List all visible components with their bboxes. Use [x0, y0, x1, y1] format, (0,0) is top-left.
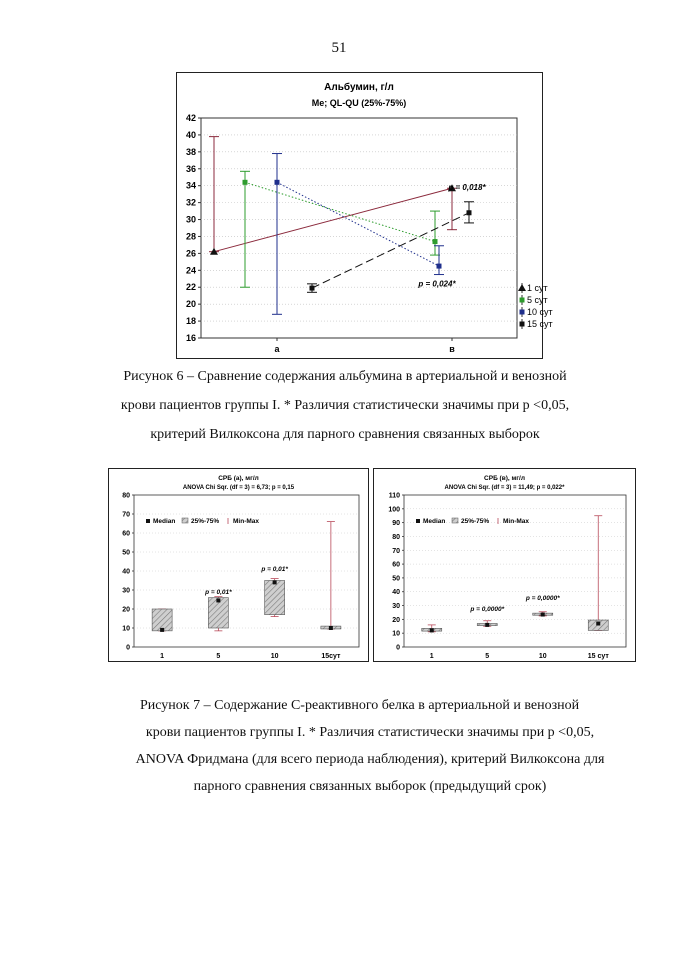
- x-tick-label: 1: [160, 653, 165, 660]
- y-tick-label: 70: [122, 511, 130, 519]
- y-tick-label: 90: [392, 520, 400, 528]
- y-tick-label: 10: [122, 625, 130, 633]
- median-point: [485, 623, 489, 627]
- median-point: [437, 264, 442, 269]
- legend-median-marker: [146, 519, 150, 523]
- figure7-caption-line-1: Рисунок 7 – Содержание С-реактивного белка в артериальной и венозной: [140, 698, 580, 713]
- median-point: [541, 613, 545, 617]
- y-tick-label: 32: [185, 197, 196, 208]
- y-tick-label: 50: [392, 575, 400, 583]
- y-tick-label: 30: [185, 214, 196, 225]
- legend-label: 10 сут: [527, 307, 553, 317]
- legend-label: 5 сут: [527, 295, 548, 305]
- y-tick-label: 20: [392, 616, 400, 624]
- legend-marker: [518, 284, 526, 291]
- chart-subtitle: Me; QL-QU (25%-75%): [311, 98, 407, 108]
- figure6-caption: [95, 362, 595, 449]
- chart-title: СРБ (в), мг/л: [484, 475, 525, 482]
- annotation: p = 0,01*: [261, 566, 288, 573]
- x-tick-label: а: [274, 344, 280, 354]
- annotation-p-018: p = 0,018*: [448, 182, 486, 192]
- legend-box-marker: [182, 518, 188, 523]
- median-point: [433, 239, 438, 244]
- y-tick-label: 40: [185, 129, 196, 140]
- y-tick-label: 30: [122, 587, 130, 595]
- annotation-p-024: p = 0,024*: [418, 279, 456, 289]
- legend-median-marker: [416, 519, 420, 523]
- y-tick-label: 80: [122, 492, 130, 500]
- y-tick-label: 40: [122, 568, 130, 576]
- median-point: [273, 580, 277, 584]
- chart-title: Альбумин, г/л: [324, 82, 394, 93]
- x-tick-label: 1: [429, 653, 434, 660]
- x-tick-label: 15сут: [321, 653, 341, 660]
- crp-arterial-chart-svg: [109, 469, 368, 661]
- y-tick-label: 30: [392, 603, 400, 611]
- y-tick-label: 18: [185, 316, 196, 327]
- y-tick-label: 100: [388, 506, 400, 514]
- y-tick-label: 28: [185, 231, 196, 242]
- y-tick-label: 0: [126, 644, 130, 652]
- legend-box-marker: [452, 518, 458, 523]
- y-tick-label: 42: [185, 113, 196, 123]
- y-tick-label: 80: [392, 533, 400, 541]
- y-tick-label: 20: [185, 299, 196, 310]
- median-point: [430, 628, 434, 632]
- y-tick-label: 50: [122, 549, 130, 557]
- y-tick-label: 38: [185, 146, 196, 157]
- crp-arterial-chart: [108, 468, 369, 662]
- legend-marker: [520, 310, 525, 315]
- median-point: [596, 622, 600, 626]
- y-tick-label: 0: [396, 644, 400, 652]
- y-tick-label: 40: [392, 589, 400, 597]
- legend-median-label: Median: [153, 518, 176, 525]
- x-tick-label: 10: [538, 653, 547, 660]
- figure7-caption-line-3: ANOVA Фридмана (для всего периода наблюдения), критерий Вилкоксона для: [135, 752, 605, 767]
- annotation: p = 0,0000*: [470, 606, 505, 614]
- y-tick-label: 34: [185, 180, 196, 191]
- figure6-caption-line-2: крови пациентов группы I. * Различия статистически значимы при p <0,05,: [120, 398, 570, 413]
- legend-whisker-label: Min-Max: [233, 518, 259, 525]
- legend-label: 1 сут: [527, 283, 548, 293]
- albumin-chart-svg: [177, 73, 553, 358]
- median-point: [329, 626, 333, 630]
- y-tick-label: 70: [392, 547, 400, 555]
- crp-venous-chart: [373, 468, 636, 662]
- legend-marker: [520, 322, 525, 327]
- y-tick-label: 26: [185, 248, 196, 259]
- legend-marker: [520, 298, 525, 303]
- x-tick-label: 10: [270, 653, 279, 660]
- median-point: [243, 180, 248, 185]
- y-tick-label: 22: [185, 282, 196, 293]
- legend-whisker-label: Min-Max: [503, 518, 529, 525]
- albumin-chart: [176, 72, 553, 359]
- y-tick-label: 36: [185, 163, 196, 174]
- x-tick-label: 5: [216, 653, 221, 660]
- x-tick-label: в: [449, 344, 455, 354]
- y-tick-label: 60: [122, 530, 130, 538]
- legend-box-label: 25%-75%: [191, 518, 220, 525]
- y-tick-label: 60: [392, 561, 400, 569]
- median-point: [160, 628, 164, 632]
- iqr-box: [265, 581, 285, 615]
- plot-area: [201, 118, 517, 338]
- y-tick-label: 10: [392, 630, 400, 638]
- y-tick-label: 20: [122, 606, 130, 614]
- crp-venous-chart-svg: [374, 469, 635, 661]
- legend-box-label: 25%-75%: [461, 518, 490, 525]
- page-number: 51: [331, 40, 347, 56]
- iqr-box: [152, 609, 172, 631]
- figure7-caption: [100, 692, 640, 800]
- chart-title: СРБ (а), мг/л: [218, 475, 259, 482]
- chart-subtitle: ANOVA Chi Sqr. (df = 3) = 11,49; p = 0,022*: [444, 485, 565, 491]
- figure7-caption-line-2: крови пациентов группы I. * Различия статистически значимы при p <0,05,: [145, 725, 595, 740]
- annotation: p = 0,0000*: [525, 595, 560, 603]
- legend-label: 15 сут: [527, 319, 553, 329]
- y-tick-label: 24: [185, 265, 196, 276]
- median-point: [275, 180, 280, 185]
- figure6-caption-line-3: критерий Вилкоксона для парного сравнения связанных выборок: [150, 427, 540, 442]
- median-point: [310, 286, 315, 291]
- x-tick-label: 5: [485, 653, 490, 660]
- annotation: p = 0,01*: [205, 588, 232, 596]
- median-point: [467, 210, 472, 215]
- x-tick-label: 15 сут: [587, 653, 609, 660]
- figure6-caption-line-1: Рисунок 6 – Сравнение содержания альбумина в артериальной и венозной: [123, 369, 567, 384]
- chart-subtitle: ANOVA Chi Sqr. (df = 3) = 6,73; p = 0,15: [182, 485, 295, 491]
- legend-median-label: Median: [423, 518, 446, 525]
- y-tick-label: 110: [388, 492, 400, 500]
- y-tick-label: 16: [185, 333, 196, 343]
- median-point: [216, 598, 220, 602]
- figure7-caption-line-4: парного сравнения связанных выборок (предыдущий срок): [193, 779, 547, 794]
